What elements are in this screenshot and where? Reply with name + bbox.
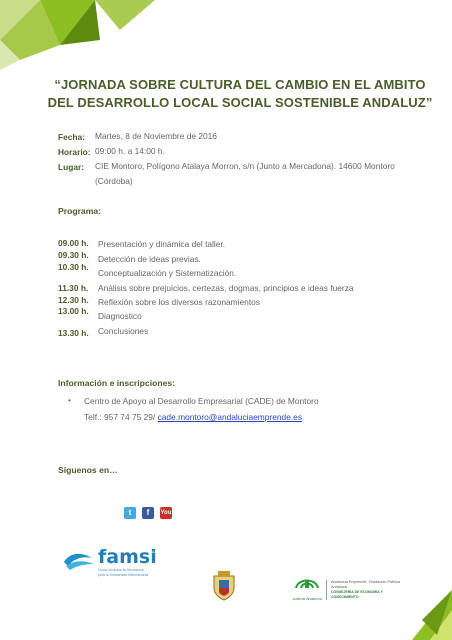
siguenos-label: Síguenos en… <box>58 465 118 475</box>
famsi-wordmark: famsi <box>98 546 157 568</box>
contact-line <box>84 412 302 422</box>
program-time: 13.00 h. <box>58 306 89 316</box>
program-time: 12.30 h. <box>58 295 89 305</box>
program-item: Diagnostico <box>98 311 142 321</box>
program-item: Presentación y dinámica del taller. <box>98 239 226 249</box>
fecha-label: Fecha: <box>58 132 85 142</box>
header-decoration <box>0 0 160 70</box>
ae-line-2: CONSEJERÍA DE ECONOMÍA Y CONOCIMIENTO <box>331 590 383 599</box>
email-link[interactable]: cade.montoro@andaluciaemprende.es <box>157 412 303 422</box>
famsi-logo <box>62 546 157 577</box>
lugar-value-line-2: (Córdoba) <box>95 176 133 186</box>
lugar-value-line-1: CIE Montoro, Polígono Atalaya Morron, s/n (Junto a Mercadona). 14600 Montoro <box>95 161 395 171</box>
program-item: Conceptualización y Sistematización. <box>98 268 237 278</box>
montoro-crest-icon <box>210 570 238 602</box>
program-item: Conclusiones <box>98 326 149 336</box>
program-time: 09.00 h. <box>58 238 89 248</box>
youtube-icon[interactable]: You <box>160 507 172 519</box>
twitter-icon[interactable]: t <box>124 507 136 519</box>
program-time: 11.30 h. <box>58 283 89 293</box>
programa-heading: Programa: <box>58 206 101 216</box>
phone-text: Telf.: 957 74 75 29/ <box>84 412 156 422</box>
famsi-subtitle-2: para la Solidaridad Internacional <box>98 573 149 577</box>
famsi-wave-icon <box>62 548 96 570</box>
program-time: 10.30 h. <box>58 262 89 272</box>
junta-andalucia-logo <box>292 574 322 601</box>
title-line-1: “JORNADA SOBRE CULTURA DEL CAMBIO EN EL AMBITO <box>54 77 426 92</box>
junta-andalucia-icon <box>292 574 322 592</box>
famsi-subtitle-1: Fondo Andaluz de Municipios <box>98 568 144 572</box>
bullet-icon: • <box>68 396 71 405</box>
cade-center-text: Centro de Apoyo al Desarrollo Empresarial (CADE) de Montoro <box>84 396 319 406</box>
horario-label: Horario: <box>58 147 91 157</box>
program-time: 13.30 h. <box>58 328 89 338</box>
program-time: 09.30 h. <box>58 250 89 260</box>
horario-value: 09:00 h. a 14:00 h. <box>95 146 165 156</box>
inscripciones-heading: Información e inscripciones: <box>58 378 175 388</box>
fecha-value: Martes, 8 de Noviembre de 2016 <box>95 131 217 141</box>
lugar-label: Lugar: <box>58 162 85 172</box>
ae-line-1: Andalucía Emprende, Fundación Pública Andaluza <box>331 580 400 589</box>
title-line-2: DEL DESARROLLO LOCAL SOCIAL SOSTENIBLE ANDALUZ” <box>47 95 433 110</box>
program-item: Detección de ideas previas. <box>98 254 201 264</box>
junta-label: Junta de Andalucía <box>292 597 322 601</box>
footer-decoration <box>392 580 452 640</box>
program-item: Análisis sobre prejuicios, certezas, dogmas, principios e ideas fuerza <box>98 283 354 293</box>
page-title <box>40 76 440 112</box>
program-item: Reflexión sobre los diversos razonamientos <box>98 297 260 307</box>
facebook-icon[interactable]: f <box>142 507 154 519</box>
